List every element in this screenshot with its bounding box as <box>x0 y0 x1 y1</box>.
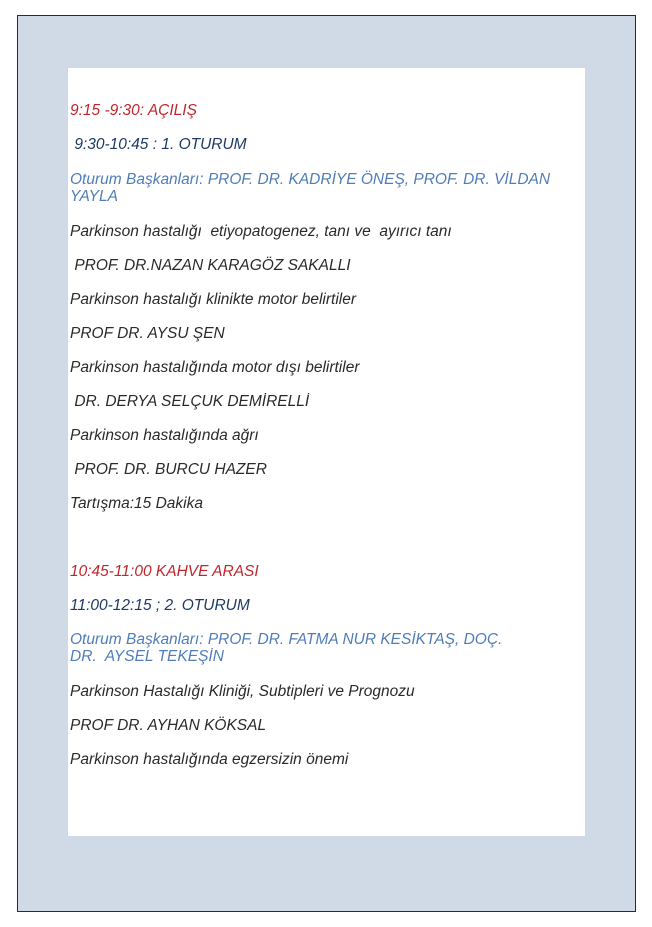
talk-title: Parkinson hastalığında ağrı <box>70 427 259 444</box>
session-chairs-2: Oturum Başkanları: PROF. DR. FATMA NUR KESİKTAŞ, DOÇ. DR. AYSEL TEKEŞİN <box>70 631 507 665</box>
talk-title: Parkinson hastalığı klinikte motor belirtiler <box>70 291 357 308</box>
coffee-break: 10:45-11:00 KAHVE ARASI <box>70 563 259 580</box>
session-time-opening: 9:15 -9:30: AÇILIŞ <box>70 102 197 119</box>
talk-title: Parkinson hastalığı etiyopatogenez, tanı ve ayırıcı tanı <box>70 223 452 240</box>
speaker-name: PROF. DR.NAZAN KARAGÖZ SAKALLI <box>70 257 351 274</box>
talk-title: Parkinson hastalığında motor dışı belirtiler <box>70 359 360 376</box>
document-page <box>68 68 585 836</box>
discussion-note: Tartışma:15 Dakika <box>70 495 203 512</box>
speaker-name: PROF DR. AYSU ŞEN <box>70 325 225 342</box>
session-heading-1: 9:30-10:45 : 1. OTURUM <box>70 136 247 153</box>
session-chairs-1: Oturum Başkanları: PROF. DR. KADRİYE ÖNEŞ, PROF. DR. VİLDAN YAYLA <box>70 171 555 205</box>
speaker-name: PROF DR. AYHAN KÖKSAL <box>70 717 267 734</box>
speaker-name: PROF. DR. BURCU HAZER <box>70 461 267 478</box>
speaker-name: DR. DERYA SELÇUK DEMİRELLİ <box>70 393 310 410</box>
talk-title: Parkinson Hastalığı Kliniği, Subtipleri ve Prognozu <box>70 683 415 700</box>
session-heading-2: 11:00-12:15 ; 2. OTURUM <box>70 597 250 614</box>
talk-title: Parkinson hastalığında egzersizin önemi <box>70 751 349 768</box>
